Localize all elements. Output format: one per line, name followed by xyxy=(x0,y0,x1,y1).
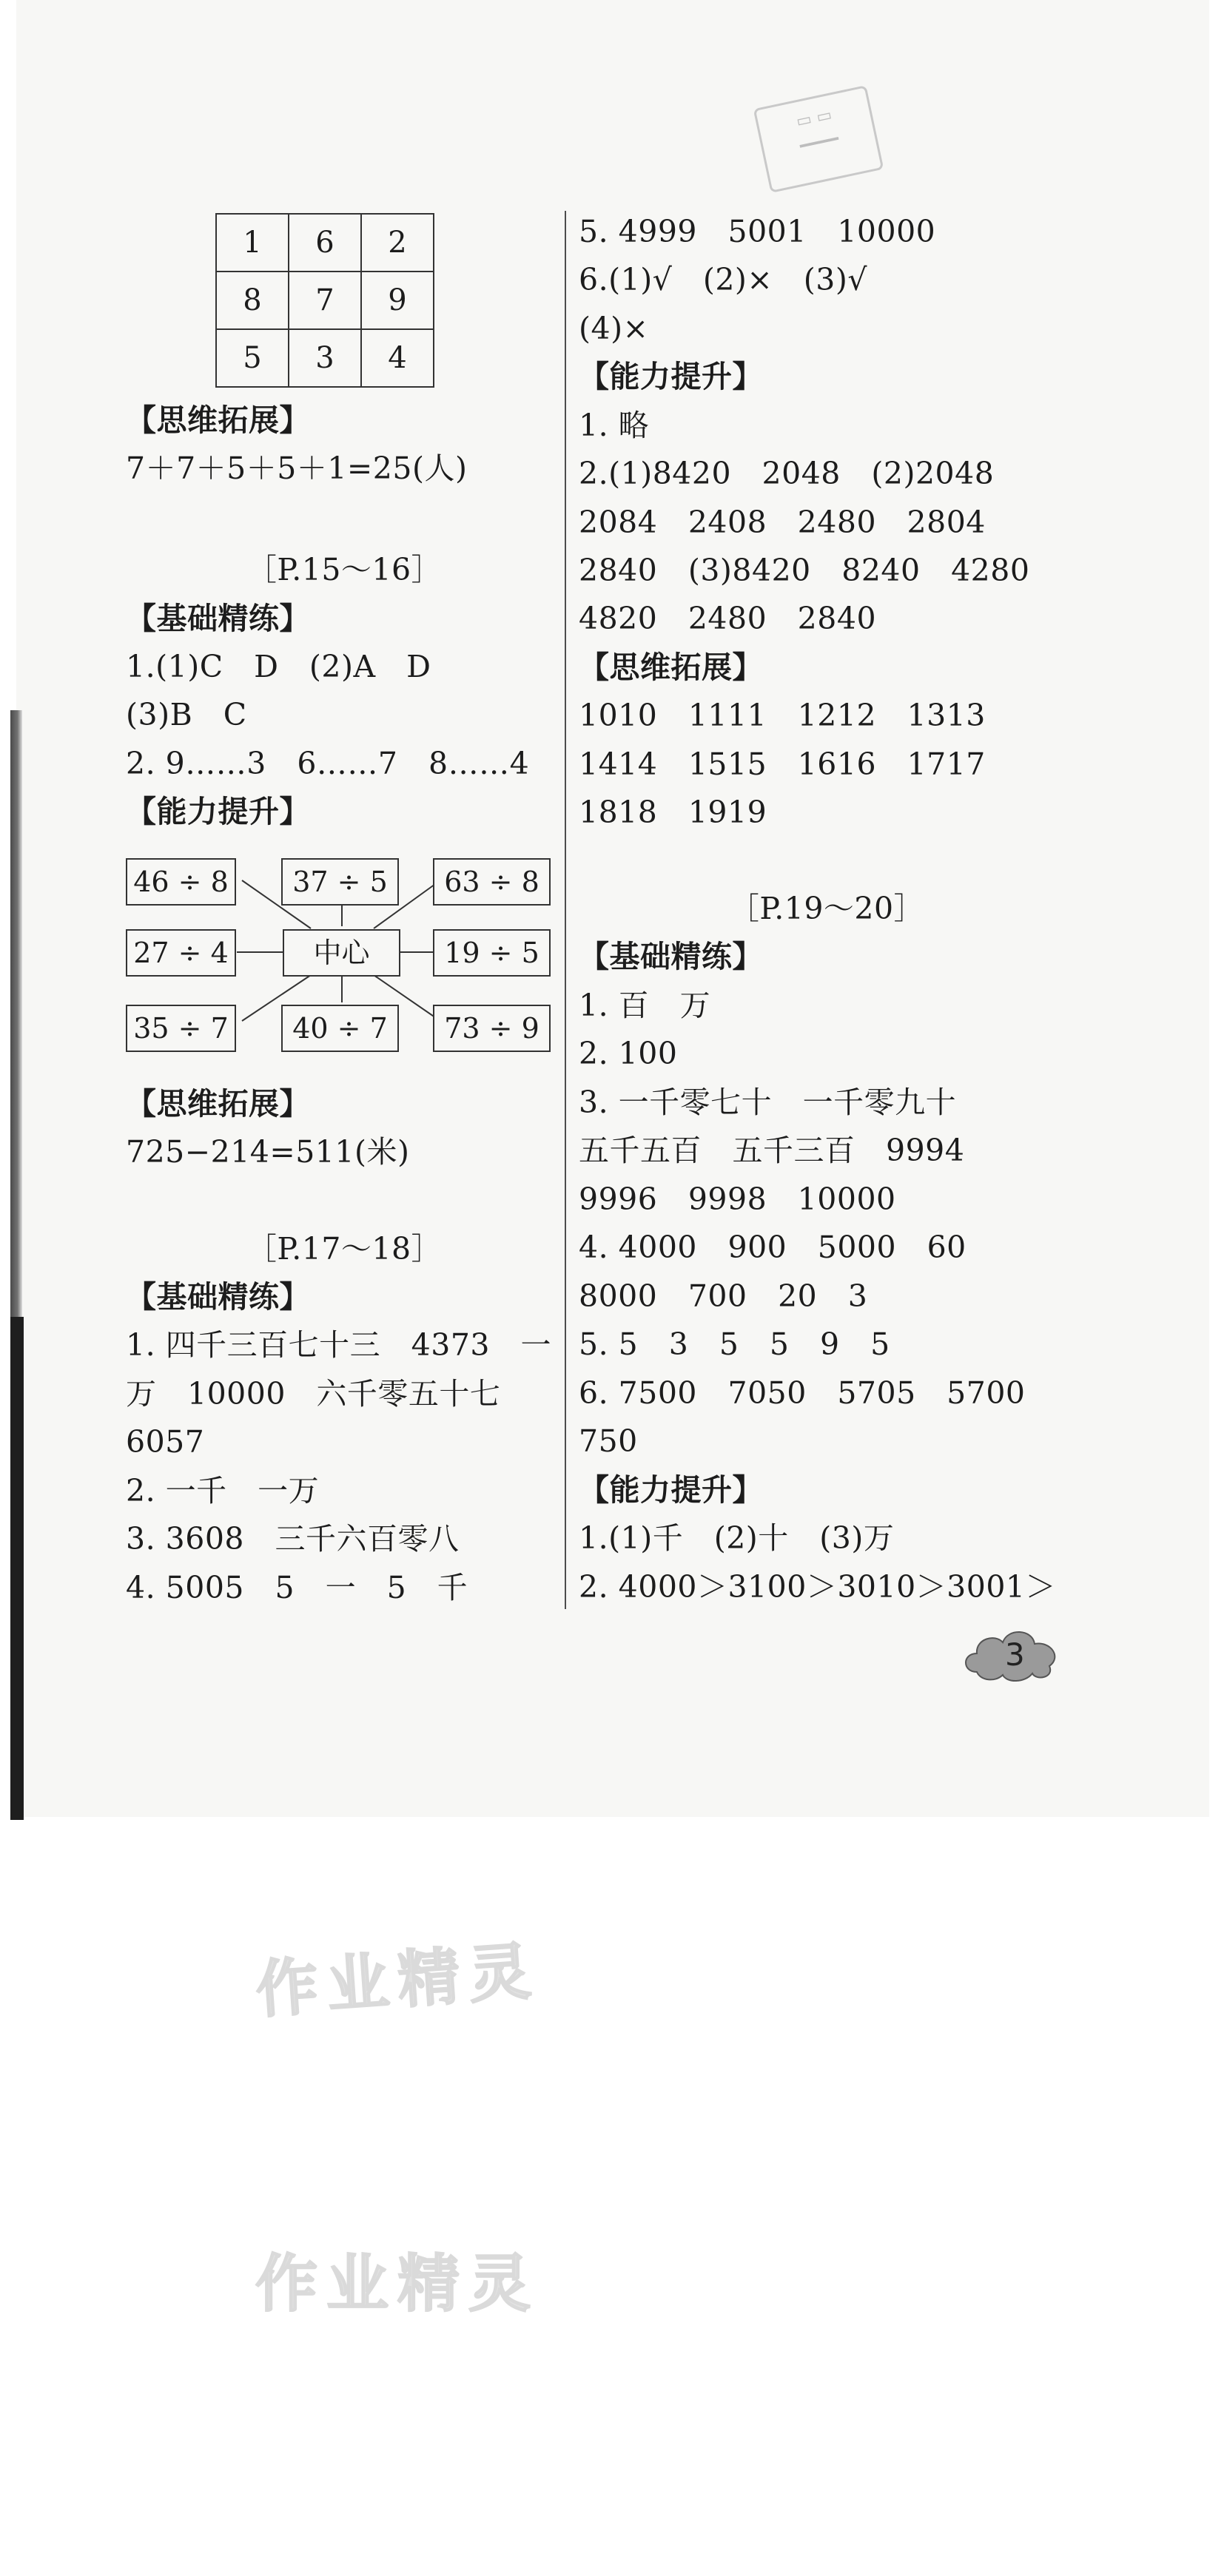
section-heading: 【能力提升】 xyxy=(579,359,763,394)
stamp-logo: ▭ ▭ ━━━━ xyxy=(753,85,884,193)
division-box: 46 ÷ 8 xyxy=(126,858,236,906)
answer-line: 1818 1919 xyxy=(579,795,767,830)
page-ref: ［P.19～20］ xyxy=(728,891,925,926)
section-heading: 【思维拓展】 xyxy=(126,1086,310,1122)
answer-line: 5. 5 3 5 5 9 5 xyxy=(579,1326,890,1362)
diagram-center: 中心 xyxy=(283,929,400,977)
answer-line: 4. 4000 900 5000 60 xyxy=(579,1230,967,1265)
answer-line: 1414 1515 1616 1717 xyxy=(579,746,986,782)
answer-line: 2. 一千 一万 xyxy=(126,1473,320,1508)
answer-line: 5. 4999 5001 10000 xyxy=(579,214,936,249)
answer-line: 2. 4000＞3100＞3010＞3001＞ xyxy=(579,1569,1057,1605)
division-box: 35 ÷ 7 xyxy=(126,1005,236,1052)
answer-line: 1010 1111 1212 1313 xyxy=(579,698,986,733)
answer-line: 9996 9998 10000 xyxy=(579,1181,896,1217)
division-box: 40 ÷ 7 xyxy=(281,1005,399,1052)
magic-square-cell: 2 xyxy=(361,214,434,272)
magic-square-cell: 3 xyxy=(289,329,361,387)
answer-line: 750 xyxy=(579,1423,638,1459)
answer-line: 1.(1)千 (2)十 (3)万 xyxy=(579,1520,895,1556)
section-heading: 【基础精练】 xyxy=(579,939,763,974)
page-binding-edge-dark xyxy=(10,1317,24,1820)
magic-square-cell: 6 xyxy=(289,214,361,272)
section-heading: 【能力提升】 xyxy=(126,794,310,829)
answer-line: 五千五百 五千三百 9994 xyxy=(579,1133,965,1168)
answer-line: 2840 (3)8420 8240 4280 xyxy=(579,553,1030,588)
answer-line: 6057 xyxy=(126,1424,205,1460)
page-ref: ［P.17～18］ xyxy=(246,1231,443,1267)
magic-square-cell: 8 xyxy=(216,272,289,329)
answer-line: 1. 四千三百七十三 4373 一 xyxy=(126,1327,551,1363)
section-heading: 【基础精练】 xyxy=(126,601,310,636)
division-box: 19 ÷ 5 xyxy=(433,929,551,977)
answer-line: 725−214=511(米) xyxy=(126,1134,410,1170)
answer-line: 6. 7500 7050 5705 5700 xyxy=(579,1375,1026,1411)
page-number: 3 xyxy=(1005,1636,1025,1673)
answer-line: 7＋7＋5＋5＋1=25(人) xyxy=(126,451,468,486)
answer-line: 1.(1)C D (2)A D xyxy=(126,649,431,684)
answer-line: 4. 5005 5 一 5 千 xyxy=(126,1570,468,1605)
magic-square-cell: 1 xyxy=(216,214,289,272)
watermark-text: 作业精灵 xyxy=(253,1934,542,2027)
answer-line: 1. 百 万 xyxy=(579,988,711,1023)
answer-line: 3. 一千零七十 一千零九十 xyxy=(579,1085,957,1120)
magic-square-cell: 9 xyxy=(361,272,434,329)
division-box: 27 ÷ 4 xyxy=(126,929,236,977)
answer-line: 2.(1)8420 2048 (2)2048 xyxy=(579,456,995,491)
answer-line: 2. 9……3 6……7 8……4 xyxy=(126,746,530,781)
answer-line: 6.(1)√ (2)× (3)√ xyxy=(579,262,867,297)
answer-line: 万 10000 六千零五十七 xyxy=(126,1376,501,1412)
answer-line: 8000 700 20 3 xyxy=(579,1278,868,1314)
magic-square-cell: 5 xyxy=(216,329,289,387)
answer-line: 1. 略 xyxy=(579,408,650,443)
division-box: 37 ÷ 5 xyxy=(281,858,399,906)
section-heading: 【思维拓展】 xyxy=(579,650,763,685)
answer-line: (4)× xyxy=(579,311,649,346)
division-box: 63 ÷ 8 xyxy=(433,858,551,906)
page-ref: ［P.15～16］ xyxy=(246,552,443,587)
section-heading: 【能力提升】 xyxy=(579,1472,763,1508)
answer-line: 3. 3608 三千六百零八 xyxy=(126,1521,460,1557)
answer-line: (3)B C xyxy=(126,697,247,732)
division-box: 73 ÷ 9 xyxy=(433,1005,551,1052)
watermark-text: 作业精灵 xyxy=(255,2248,540,2320)
magic-square-cell: 7 xyxy=(289,272,361,329)
answer-line: 4820 2480 2840 xyxy=(579,601,877,636)
section-heading: 【思维拓展】 xyxy=(126,402,310,438)
answer-line: 2084 2408 2480 2804 xyxy=(579,505,986,540)
section-heading: 【基础精练】 xyxy=(126,1279,310,1315)
magic-square-cell: 4 xyxy=(361,329,434,387)
answer-line: 2. 100 xyxy=(579,1036,678,1071)
